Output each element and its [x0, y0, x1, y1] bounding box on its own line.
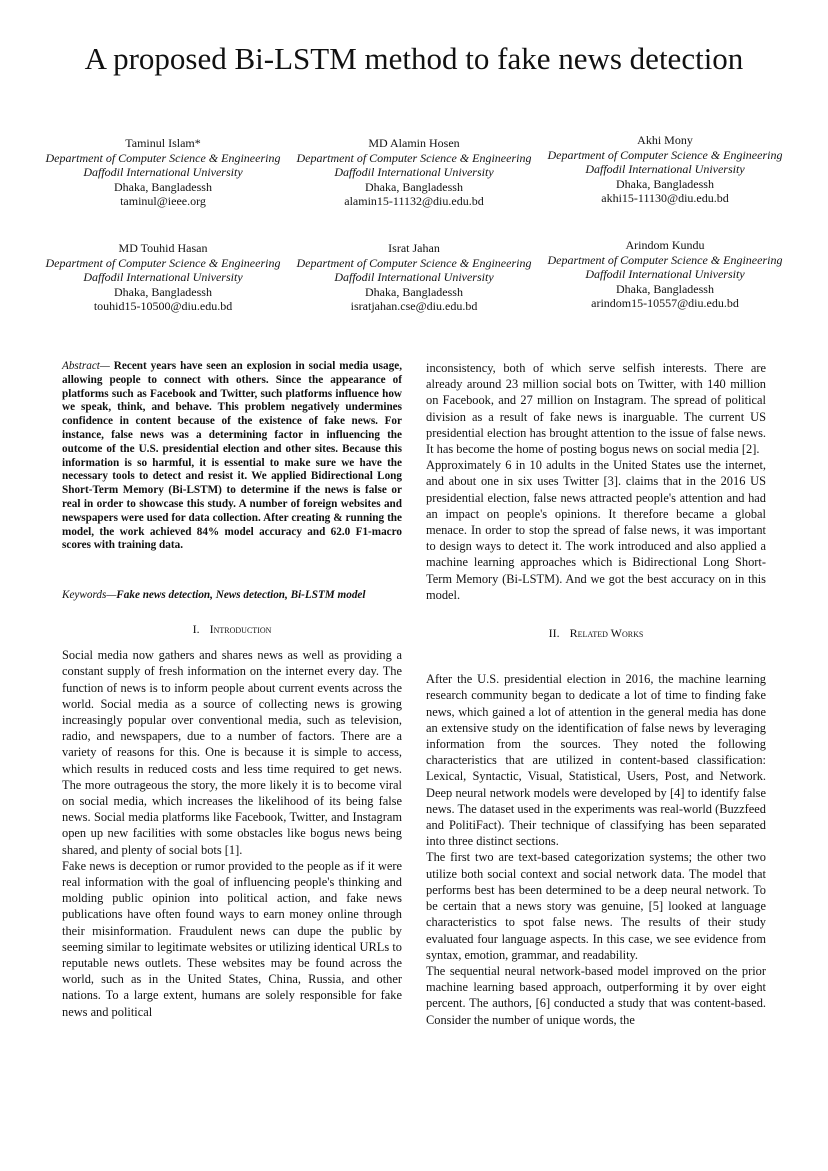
author-name: Arindom Kundu [625, 238, 705, 252]
author-block-4 [38, 241, 288, 314]
author-dept: Department of Computer Science & Engineering [45, 255, 281, 270]
author-university: Daffodil International University [83, 270, 243, 285]
keywords [62, 589, 402, 603]
left-column [62, 360, 402, 1020]
author-university: Daffodil International University [334, 165, 494, 180]
section-number: I. [192, 621, 200, 636]
author-name: Taminul Islam* [125, 136, 201, 150]
section-title: Introduction [209, 621, 272, 636]
paper-title: A proposed Bi-LSTM method to fake news detection [84, 41, 744, 76]
author-university: Daffodil International University [334, 270, 494, 285]
intro-paragraph-3: inconsistency, both of which serve selfish interests. There are already around 23 million social bots on Twitter, with 140 million on Facebook, and 27 million on Instagram. The spread of political division as a result of fake news is inarguable. The current US presidential election has brought attention to the issue of false news. It has become the home of posting bogus news on social media [2]. [426, 361, 766, 457]
author-city: Dhaka, Bangladessh [616, 176, 714, 191]
author-dept: Department of Computer Science & Engineering [547, 252, 783, 267]
author-email: isratjahan.cse@diu.edu.bd [350, 299, 478, 314]
related-paragraph-2: The first two are text-based categorization systems; the other two utilize both social context and social network data. The model that performs best has been determined to be a deep neural network. To be certain that a news story was genuine, [5] looked at language characteristics to spot false news. The results of their study evaluated four language aspects. In this case, we see evidence from syntax, emotion, grammar, and readability. [426, 850, 766, 962]
keywords-text: Fake news detection, News detection, Bi-LSTM model [116, 589, 366, 602]
author-city: Dhaka, Bangladessh [114, 179, 212, 194]
section-number: II. [548, 626, 560, 641]
intro-paragraph-2: Fake news is deception or rumor provided to the people as if it were real information with the goal of influencing people's thinking and molding public opinion into political action, and fake news publications have often found ways to earn money online through their misinformation. Fraudulent news can dupe the public by seeming similar to legitimate websites or utilizing identical URLs to reputable news outlets. These websites may be found across the world, such as in the United States, China, Russia, and other nations. To a large extent, humans are solely responsible for fake news and political [62, 858, 402, 1019]
author-city: Dhaka, Bangladessh [114, 284, 212, 299]
author-university: Daffodil International University [83, 165, 243, 180]
author-city: Dhaka, Bangladessh [616, 281, 714, 296]
author-email: alamin15-11132@diu.edu.bd [344, 194, 484, 209]
section-heading-introduction [62, 621, 402, 637]
abstract [62, 360, 402, 553]
author-dept: Department of Computer Science & Engineering [296, 150, 532, 165]
author-block-5 [289, 241, 539, 314]
section-title: Related Works [569, 626, 644, 641]
author-email: taminul@ieee.org [120, 194, 206, 209]
right-column [426, 360, 766, 1028]
author-email: touhid15-10500@diu.edu.bd [93, 299, 233, 314]
author-name: Akhi Mony [637, 133, 693, 147]
section-heading-related-works [426, 625, 766, 641]
author-dept: Department of Computer Science & Engineering [45, 150, 281, 165]
abstract-text: Recent years have seen an explosion in social media usage, allowing people to connect with others. Since the appearance of platforms such as Facebook and Twitter, such platforms influence how we speak, think, and behave. This problem negatively undermines confidence in content because of the existence of fake news. For instance, false news was a determining factor in influencing the outcome of the U.S. presidential election and other sites. Because this information is so harmful, it is essential to make sure we have the necessary tools to detect and resist it. We applied Bidirectional Long Short-Term Memory (Bi-LSTM) to determine if the news is false or real in order to showcase this study. A number of foreign websites and newspapers were used for data collection. After creating & running the model, the work achieved 84% model accuracy and 62.0 F1-macro scores with training data. [62, 360, 402, 552]
author-email: akhi15-11130@diu.edu.bd [601, 191, 729, 206]
author-university: Daffodil International University [585, 162, 745, 177]
author-name: Israt Jahan [388, 241, 440, 255]
author-dept: Department of Computer Science & Engineering [547, 147, 783, 162]
author-university: Daffodil International University [585, 267, 745, 282]
author-city: Dhaka, Bangladessh [365, 179, 463, 194]
intro-paragraph-1: Social media now gathers and shares news as well as providing a constant supply of fresh information on the internet every day. The function of news is to inform people about current events across the world. Social media as a source of collecting news is growing increasingly popular over conventional media, such as television, radio, and newspapers, due to a number of factors. There are a variety of reasons for this. One is because it is simple to access, which results in reduced costs and less time required to get news. The more outrageous the story, the more likely it is to become viral on social media, which increases the likelihood of its being false news. Social media platforms like Facebook, Twitter, and Instagram open up new facilities with some obstacles like bogus news being shared, and plenty of social bots [1]. [62, 648, 402, 857]
keywords-lead: Keywords— [62, 589, 117, 602]
author-dept: Department of Computer Science & Engineering [296, 255, 532, 270]
author-block-1 [38, 136, 288, 209]
author-block-3 [540, 133, 790, 206]
abstract-lead: Abstract— [62, 360, 110, 372]
author-email: arindom15-10557@diu.edu.bd [591, 296, 739, 311]
author-block-2 [289, 136, 539, 209]
related-paragraph-1: After the U.S. presidential election in 2016, the machine learning research community began to dedicate a lot of time to finding fake news, which gained a lot of attention in the general media has done an extensive study on the identification of false news by leveraging information from the sources. They noted the following characteristics that are utilized in content-based classification: Lexical, Syntactic, Visual, Statistical, Users, Post, and Network. Deep neural network models were developed by [4] to identify false news. The dataset used in the experiments was real-world (Buzzfeed and PolitiFact). Their technique of classifying has been separated into three distinct sections. [426, 672, 766, 849]
related-paragraph-3: The sequential neural network-based model improved on the prior machine learning based approach, outperforming it by over eight percent. The authors, [6] conducted a study that was content-based. Consider the number of unique words, the [426, 963, 766, 1027]
author-city: Dhaka, Bangladessh [365, 284, 463, 299]
author-block-6 [540, 238, 790, 311]
author-name: MD Touhid Hasan [118, 241, 208, 255]
intro-paragraph-4: Approximately 6 in 10 adults in the United States use the internet, and about one in six uses Twitter [3]. claims that in the 2016 US presidential election, false news attracted people's attention and had an impact on people's opinions. It therefore became a global menace. In order to stop the spread of false news, it was important to design ways to detect it. The work introduced and also applied a machine learning approaches which is Bidirectional Long Short-Term Memory (Bi-LSTM). And we got the best accuracy on in this model. [426, 458, 766, 602]
author-name: MD Alamin Hosen [368, 136, 460, 150]
